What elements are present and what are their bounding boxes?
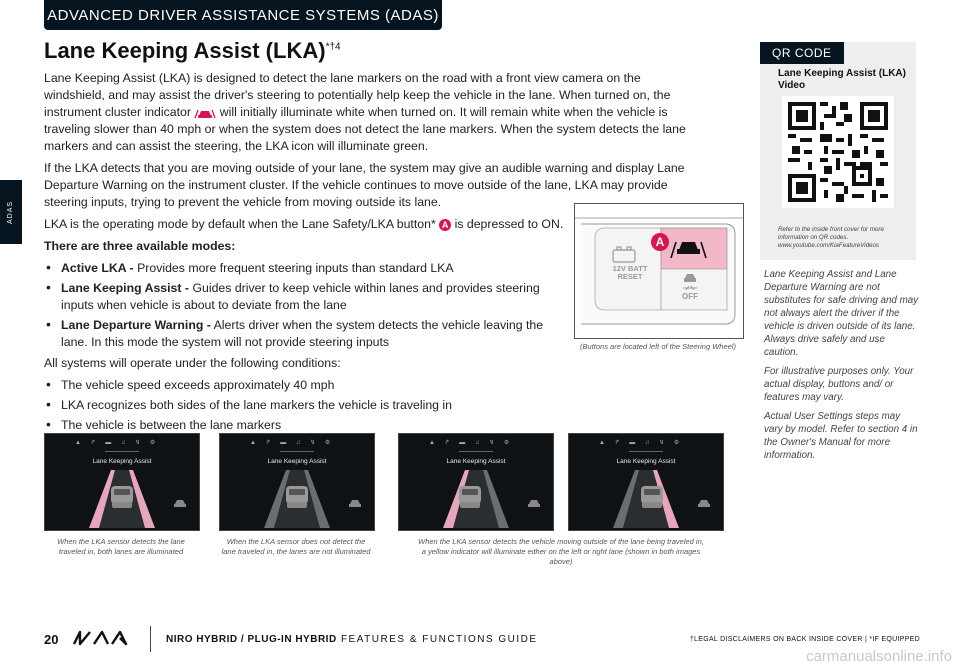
screen-label: Lane Keeping Assist — [92, 458, 152, 465]
screen-caption: When the LKA sensor detects the vehicle moving outside of the lane being traveled in, a yellow indicator will illuminate either on the left or right lane (shown in both images above) — [418, 537, 704, 566]
batt-reset-label: 12V BATT RESET — [612, 264, 648, 281]
kia-logo — [72, 629, 140, 647]
legal-disclaimer: †LEGAL DISCLAIMERS ON BACK INSIDE COVER | *IF EQUIPPED — [689, 636, 920, 643]
callout-a-badge: A — [439, 219, 451, 231]
modes-list — [44, 260, 549, 351]
qr-code-graphic — [788, 102, 888, 202]
cluster-screen-departure-right — [568, 433, 724, 531]
lane-graphic — [569, 434, 723, 530]
qr-title: Lane Keeping Assist (LKA) Video — [778, 68, 906, 91]
watermark: carmanualsonline.info — [806, 648, 952, 665]
qr-code-image[interactable] — [782, 96, 894, 208]
lane-graphic — [220, 434, 374, 530]
button-panel-graphic — [575, 204, 743, 338]
qr-code-panel — [760, 42, 916, 260]
modes-heading: There are three available modes: — [44, 239, 236, 253]
callout-a-marker: A — [651, 233, 669, 251]
screen-label: Lane Keeping Assist — [267, 458, 327, 465]
screen-caption: When the LKA sensor detects the lane traveled in, both lanes are illuminated — [57, 537, 185, 556]
condition-item: • The vehicle speed exceeds approximately 40 mph — [44, 377, 696, 394]
lane-graphic — [399, 434, 553, 530]
lka-car-icon — [194, 107, 216, 119]
condition-item: • The vehicle is between the lane markers — [44, 417, 696, 434]
screen-label: Lane Keeping Assist — [616, 458, 676, 465]
section-banner: ADVANCED DRIVER ASSISTANCE SYSTEMS (ADAS) — [44, 0, 442, 30]
side-notes — [764, 268, 920, 468]
conditions-list — [44, 377, 696, 434]
side-note: Lane Keeping Assist and Lane Departure Warning are not substitutes for safe driving and may not always alert the driver if the vehicle is driven outside of its lane. Always drive safely and use caution. — [764, 269, 919, 358]
default-mode-paragraph: LKA is the operating mode by default when the Lane Safety/LKA button* A is depressed to ON. — [44, 217, 564, 231]
button-panel-caption: (Buttons are located left of the Steering Wheel) — [580, 342, 736, 351]
title-footnote-mark: *†4 — [325, 41, 341, 53]
page-title: Lane Keeping Assist (LKA)$^{*\dagger 4}$ — [44, 38, 341, 63]
page-number: 20 — [44, 632, 59, 647]
cluster-screen-both-lanes — [44, 433, 200, 531]
mode-item: • Active LKA - Provides more frequent steering inputs than standard LKA — [44, 260, 549, 277]
lane-graphic — [45, 434, 199, 530]
conditions-intro: All systems will operate under the following conditions: — [44, 356, 341, 370]
side-note: Actual User Settings steps may vary by model. Refer to section 4 in the Owner's Manual for more information. — [764, 411, 918, 461]
screen-icon-row: ▲ ↱ ▬ ♫ ↯ ⚙ — [250, 440, 335, 446]
qr-note: Refer to the inside front cover for more information on QR codes. www.youtube.com/KiaFeatureVideos — [778, 226, 884, 249]
footer-divider — [150, 626, 151, 652]
mode-item: • Lane Keeping Assist - Guides driver to keep vehicle within lanes and provides steering inputs when vehicle is about to deviate from the lane — [44, 280, 549, 314]
qr-tab: QR CODE — [760, 42, 844, 64]
off-label: OFF — [682, 292, 698, 301]
screen-icon-row: ▲ ↱ ▬ ♫ ↯ ⚙ — [599, 440, 684, 446]
condition-item: • LKA recognizes both sides of the lane markers the vehicle is traveling in — [44, 397, 696, 414]
cluster-screen-no-lanes — [219, 433, 375, 531]
guide-title: NIRO HYBRID / PLUG-IN HYBRID FEATURES & FUNCTIONS GUIDE — [166, 634, 538, 645]
screen-caption: When the LKA sensor does not detect the lane traveled in, the lanes are not illuminated — [221, 537, 371, 556]
button-panel-illustration — [574, 203, 744, 339]
side-tab: ADAS — [0, 180, 22, 244]
side-note: For illustrative purposes only. Your actual display, buttons and/ or features may vary. — [764, 366, 914, 403]
cluster-screen-departure-left — [398, 433, 554, 531]
departure-paragraph: If the LKA detects that you are moving outside of your lane, the system may give an audible warning and display Lane Departure Warning on the instrument cluster. If the vehicle continues to move outside of the lane, LKA may provide steering inputs, trying to prevent the vehicle from moving outside its lane. — [44, 161, 685, 209]
screen-label: Lane Keeping Assist — [446, 458, 506, 465]
mode-item: • Lane Departure Warning - Alerts driver when the system detects the vehicle leaving the lane. In this mode the system will not provide steering inputs — [44, 317, 549, 351]
screen-icon-row: ▲ ↱ ▬ ♫ ↯ ⚙ — [75, 440, 160, 446]
intro-paragraph: Lane Keeping Assist (LKA) is designed to detect the lane markers on the road with a front view camera on the windshield, and may assist the driver's steering to potentially help keep the vehicle in the lane. When turned on, the instrument cluster indicator will initially illuminate white when turned on. It will remain white when the vehicle is traveling slower than 40 mph or when the system does not detect the lane markers. When the system detects the lane markers and can assist the steering, the LKA icon will illuminate green. — [44, 71, 686, 153]
screen-icon-row: ▲ ↱ ▬ ♫ ↯ ⚙ — [429, 440, 514, 446]
